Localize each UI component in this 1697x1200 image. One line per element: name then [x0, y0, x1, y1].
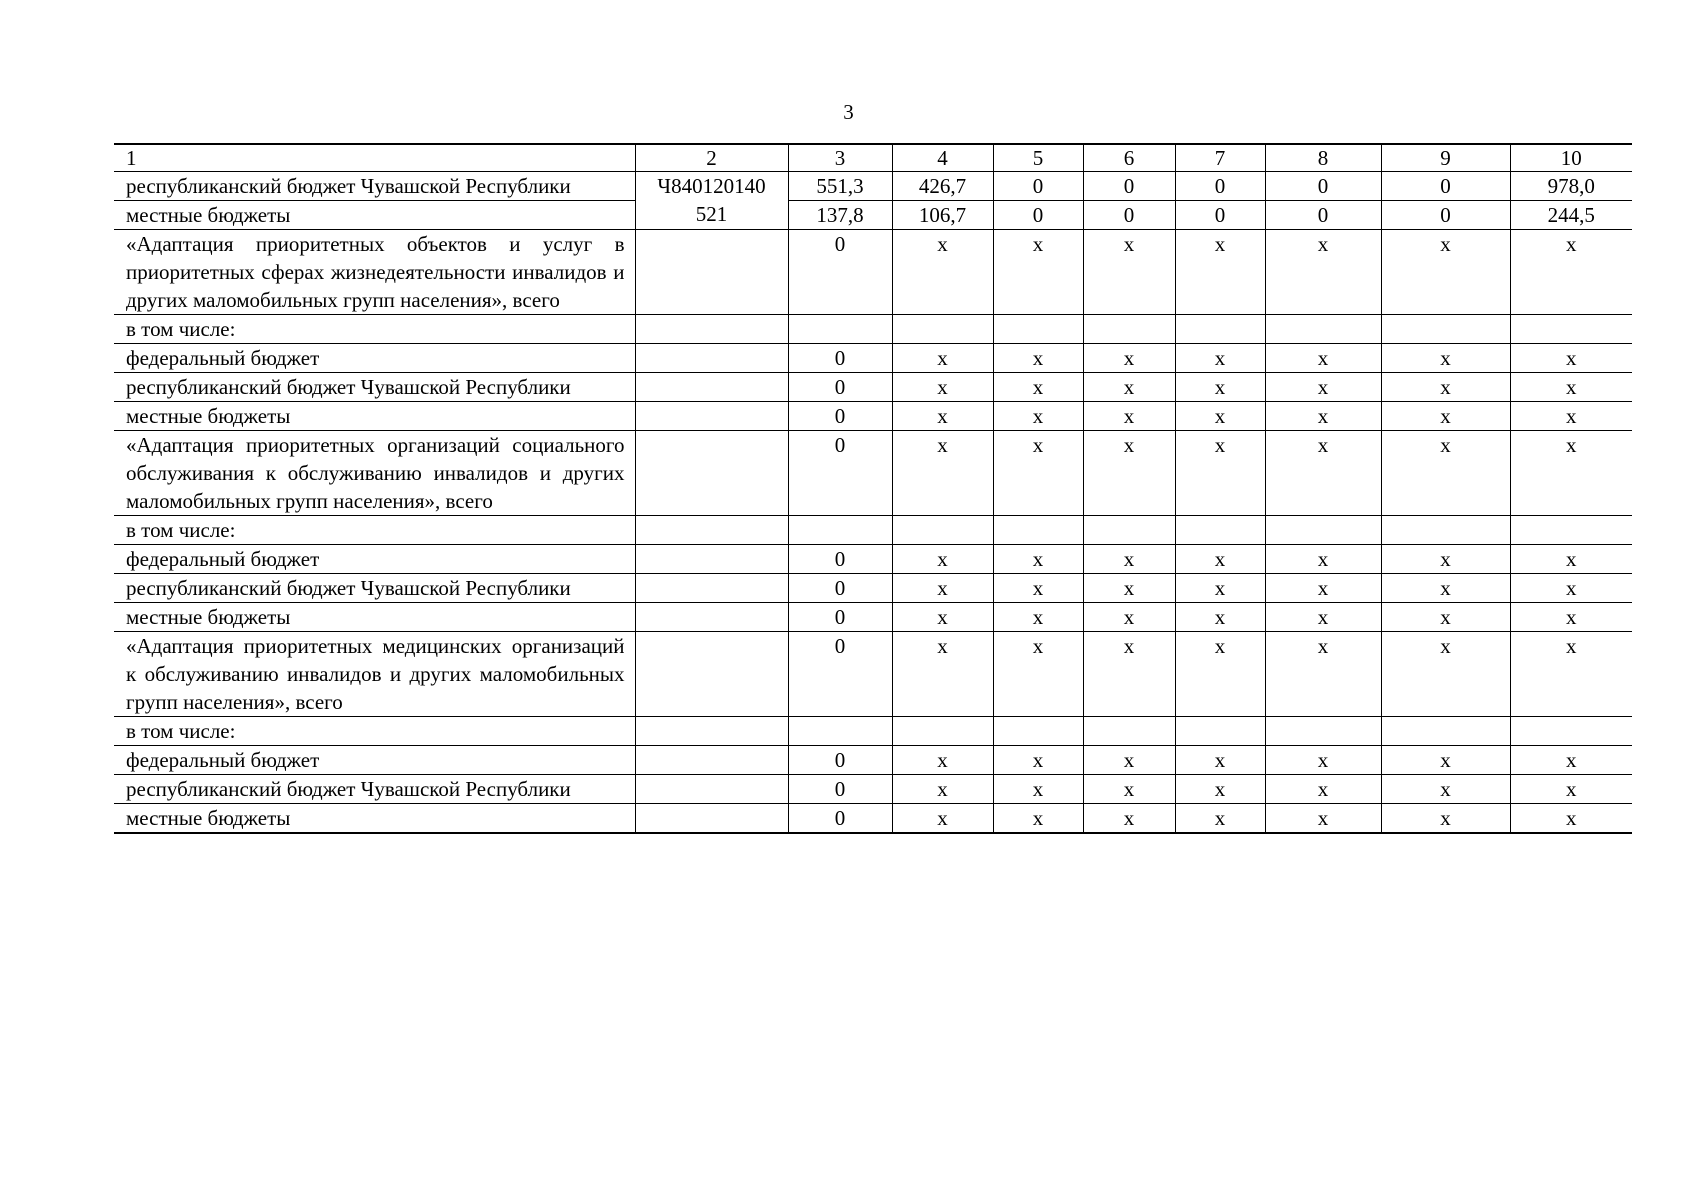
value-cell: х [1175, 804, 1265, 834]
value-cell: х [892, 545, 993, 574]
table-row [114, 717, 1632, 746]
value-cell: х [1381, 402, 1510, 431]
value-cell: х [892, 775, 993, 804]
value-cell: х [1381, 230, 1510, 315]
value-cell: х [993, 373, 1083, 402]
row-label: местные бюджеты [114, 603, 635, 632]
value-cell: х [1175, 545, 1265, 574]
code-cell-empty [635, 431, 788, 516]
value-cell: х [1083, 545, 1175, 574]
value-cell [1510, 717, 1632, 746]
value-cell: х [1265, 230, 1381, 315]
row-label: в том числе: [114, 315, 635, 344]
row-label: местные бюджеты [114, 201, 635, 230]
value-cell: 551,3 [788, 172, 892, 201]
value-cell [1265, 315, 1381, 344]
value-cell: х [1510, 632, 1632, 717]
table-row [114, 230, 1632, 315]
value-cell: 106,7 [892, 201, 993, 230]
value-cell: х [1083, 574, 1175, 603]
value-cell: 0 [788, 230, 892, 315]
value-cell: х [1083, 804, 1175, 834]
value-cell: х [1083, 230, 1175, 315]
value-cell: х [1510, 344, 1632, 373]
code-cell-empty [635, 373, 788, 402]
value-cell: х [1175, 230, 1265, 315]
value-cell: х [1083, 746, 1175, 775]
value-cell: х [892, 603, 993, 632]
value-cell [1381, 516, 1510, 545]
table-row [114, 344, 1632, 373]
value-cell: х [1510, 230, 1632, 315]
value-cell: 0 [1381, 172, 1510, 201]
value-cell: х [1265, 775, 1381, 804]
value-cell: 0 [788, 632, 892, 717]
value-cell: х [892, 431, 993, 516]
column-number-header: 1 [114, 144, 635, 172]
value-cell: х [1175, 402, 1265, 431]
value-cell: х [1265, 632, 1381, 717]
value-cell: х [1510, 402, 1632, 431]
value-cell: х [1381, 804, 1510, 834]
value-cell [1083, 516, 1175, 545]
table-row [114, 201, 1632, 230]
value-cell [1175, 717, 1265, 746]
value-cell: х [1381, 373, 1510, 402]
value-cell: х [1265, 574, 1381, 603]
value-cell: 0 [788, 344, 892, 373]
value-cell: х [993, 402, 1083, 431]
value-cell: 0 [788, 373, 892, 402]
value-cell: 426,7 [892, 172, 993, 201]
value-cell: 0 [1083, 172, 1175, 201]
budget-table [114, 143, 1632, 834]
code-cell-empty [635, 574, 788, 603]
value-cell: х [1381, 632, 1510, 717]
code-cell-empty [635, 746, 788, 775]
column-number-header: 9 [1381, 144, 1510, 172]
value-cell: х [892, 230, 993, 315]
table-row [114, 402, 1632, 431]
column-number-header: 10 [1510, 144, 1632, 172]
value-cell: 0 [788, 603, 892, 632]
value-cell [1175, 315, 1265, 344]
value-cell: х [1510, 603, 1632, 632]
value-cell: х [1265, 804, 1381, 834]
value-cell [1175, 516, 1265, 545]
value-cell: х [892, 373, 993, 402]
value-cell: х [1381, 344, 1510, 373]
value-cell: х [993, 804, 1083, 834]
value-cell: х [1175, 746, 1265, 775]
column-number-header: 7 [1175, 144, 1265, 172]
value-cell [1381, 717, 1510, 746]
code-cell-empty [635, 545, 788, 574]
value-cell: х [1265, 431, 1381, 516]
code-cell-empty [635, 344, 788, 373]
value-cell: х [993, 603, 1083, 632]
row-label: «Адаптация приоритетных организаций социального обслуживания к обслуживанию инвалидов и других маломобильных групп населения», всего [114, 431, 635, 516]
row-label: «Адаптация приоритетных объектов и услуг в приоритетных сферах жизнедеятельности инвалидов и других маломобильных групп населения», всего [114, 230, 635, 315]
value-cell: х [1510, 431, 1632, 516]
value-cell: х [1175, 373, 1265, 402]
value-cell: х [1175, 775, 1265, 804]
value-cell: х [1265, 746, 1381, 775]
table-row [114, 545, 1632, 574]
code-cell-empty [635, 516, 788, 545]
value-cell [993, 516, 1083, 545]
value-cell: х [1265, 402, 1381, 431]
value-cell: 0 [1175, 172, 1265, 201]
value-cell [788, 717, 892, 746]
value-cell [993, 315, 1083, 344]
row-label: республиканский бюджет Чувашской Республики [114, 172, 635, 201]
table-row [114, 804, 1632, 834]
table-row [114, 775, 1632, 804]
value-cell: х [993, 230, 1083, 315]
row-label: федеральный бюджет [114, 344, 635, 373]
value-cell: х [993, 431, 1083, 516]
value-cell: х [1510, 804, 1632, 834]
row-label: республиканский бюджет Чувашской Республики [114, 373, 635, 402]
value-cell: х [993, 632, 1083, 717]
value-cell: х [1510, 373, 1632, 402]
table-row [114, 431, 1632, 516]
value-cell: х [1175, 603, 1265, 632]
value-cell: х [1510, 746, 1632, 775]
value-cell: х [1083, 402, 1175, 431]
value-cell: х [1265, 545, 1381, 574]
value-cell: х [1083, 775, 1175, 804]
column-number-header: 2 [635, 144, 788, 172]
table-row [114, 516, 1632, 545]
value-cell: 0 [993, 201, 1083, 230]
table-row [114, 632, 1632, 717]
row-label: республиканский бюджет Чувашской Республики [114, 574, 635, 603]
value-cell: 0 [788, 775, 892, 804]
value-cell: х [892, 402, 993, 431]
value-cell [993, 717, 1083, 746]
value-cell [892, 516, 993, 545]
value-cell: х [1381, 574, 1510, 603]
table-row [114, 603, 1632, 632]
value-cell: 0 [993, 172, 1083, 201]
value-cell [892, 717, 993, 746]
value-cell: 244,5 [1510, 201, 1632, 230]
row-label: местные бюджеты [114, 402, 635, 431]
value-cell: х [1510, 775, 1632, 804]
value-cell: х [993, 746, 1083, 775]
row-label: «Адаптация приоритетных медицинских организаций к обслуживанию инвалидов и других маломобильных групп населения», всего [114, 632, 635, 717]
value-cell: 0 [1265, 172, 1381, 201]
value-cell: х [1265, 603, 1381, 632]
value-cell: х [993, 775, 1083, 804]
row-label: в том числе: [114, 717, 635, 746]
row-label: местные бюджеты [114, 804, 635, 834]
value-cell: 0 [788, 574, 892, 603]
column-number-header: 8 [1265, 144, 1381, 172]
value-cell: х [892, 344, 993, 373]
value-cell [1381, 315, 1510, 344]
value-cell: х [892, 632, 993, 717]
value-cell: 137,8 [788, 201, 892, 230]
row-label: федеральный бюджет [114, 746, 635, 775]
row-label: в том числе: [114, 516, 635, 545]
value-cell: х [1175, 431, 1265, 516]
value-cell [1265, 516, 1381, 545]
value-cell: х [1083, 632, 1175, 717]
budget-code-cell: Ч840120140 521 [635, 172, 788, 230]
value-cell [1083, 315, 1175, 344]
code-cell-empty [635, 804, 788, 834]
column-number-header: 6 [1083, 144, 1175, 172]
value-cell: х [892, 574, 993, 603]
value-cell: 0 [788, 545, 892, 574]
row-label: республиканский бюджет Чувашской Республики [114, 775, 635, 804]
value-cell [1510, 516, 1632, 545]
value-cell: х [1381, 431, 1510, 516]
value-cell: 0 [788, 402, 892, 431]
value-cell [1510, 315, 1632, 344]
value-cell: х [1175, 574, 1265, 603]
value-cell: х [1083, 373, 1175, 402]
value-cell [1083, 717, 1175, 746]
code-cell-empty [635, 603, 788, 632]
table-row [114, 373, 1632, 402]
table-row [114, 315, 1632, 344]
value-cell: 0 [788, 804, 892, 834]
column-number-header: 4 [892, 144, 993, 172]
value-cell: х [1083, 603, 1175, 632]
value-cell: х [1083, 344, 1175, 373]
code-cell-empty [635, 775, 788, 804]
value-cell: х [993, 344, 1083, 373]
value-cell [892, 315, 993, 344]
value-cell [788, 315, 892, 344]
code-cell-empty [635, 717, 788, 746]
value-cell: х [1381, 775, 1510, 804]
value-cell: 0 [1381, 201, 1510, 230]
value-cell: х [993, 574, 1083, 603]
value-cell: х [892, 746, 993, 775]
value-cell: х [1510, 574, 1632, 603]
column-number-header: 5 [993, 144, 1083, 172]
value-cell: х [1083, 431, 1175, 516]
value-cell [788, 516, 892, 545]
value-cell: х [1265, 373, 1381, 402]
table-row [114, 574, 1632, 603]
code-cell-empty [635, 402, 788, 431]
value-cell: 0 [788, 431, 892, 516]
value-cell: х [892, 804, 993, 834]
value-cell: х [993, 545, 1083, 574]
row-label: федеральный бюджет [114, 545, 635, 574]
value-cell: 0 [1265, 201, 1381, 230]
value-cell: х [1175, 632, 1265, 717]
table-header-row [114, 144, 1632, 172]
page-number: 3 [843, 100, 854, 124]
code-cell-empty [635, 230, 788, 315]
column-number-header: 3 [788, 144, 892, 172]
table-row [114, 746, 1632, 775]
value-cell: х [1381, 545, 1510, 574]
code-cell-empty [635, 632, 788, 717]
value-cell: х [1175, 344, 1265, 373]
value-cell: 0 [1175, 201, 1265, 230]
code-cell-empty [635, 315, 788, 344]
table-row [114, 172, 1632, 201]
value-cell: х [1510, 545, 1632, 574]
value-cell: х [1381, 746, 1510, 775]
value-cell: 0 [788, 746, 892, 775]
value-cell [1265, 717, 1381, 746]
value-cell: 0 [1083, 201, 1175, 230]
value-cell: х [1381, 603, 1510, 632]
value-cell: 978,0 [1510, 172, 1632, 201]
value-cell: х [1265, 344, 1381, 373]
